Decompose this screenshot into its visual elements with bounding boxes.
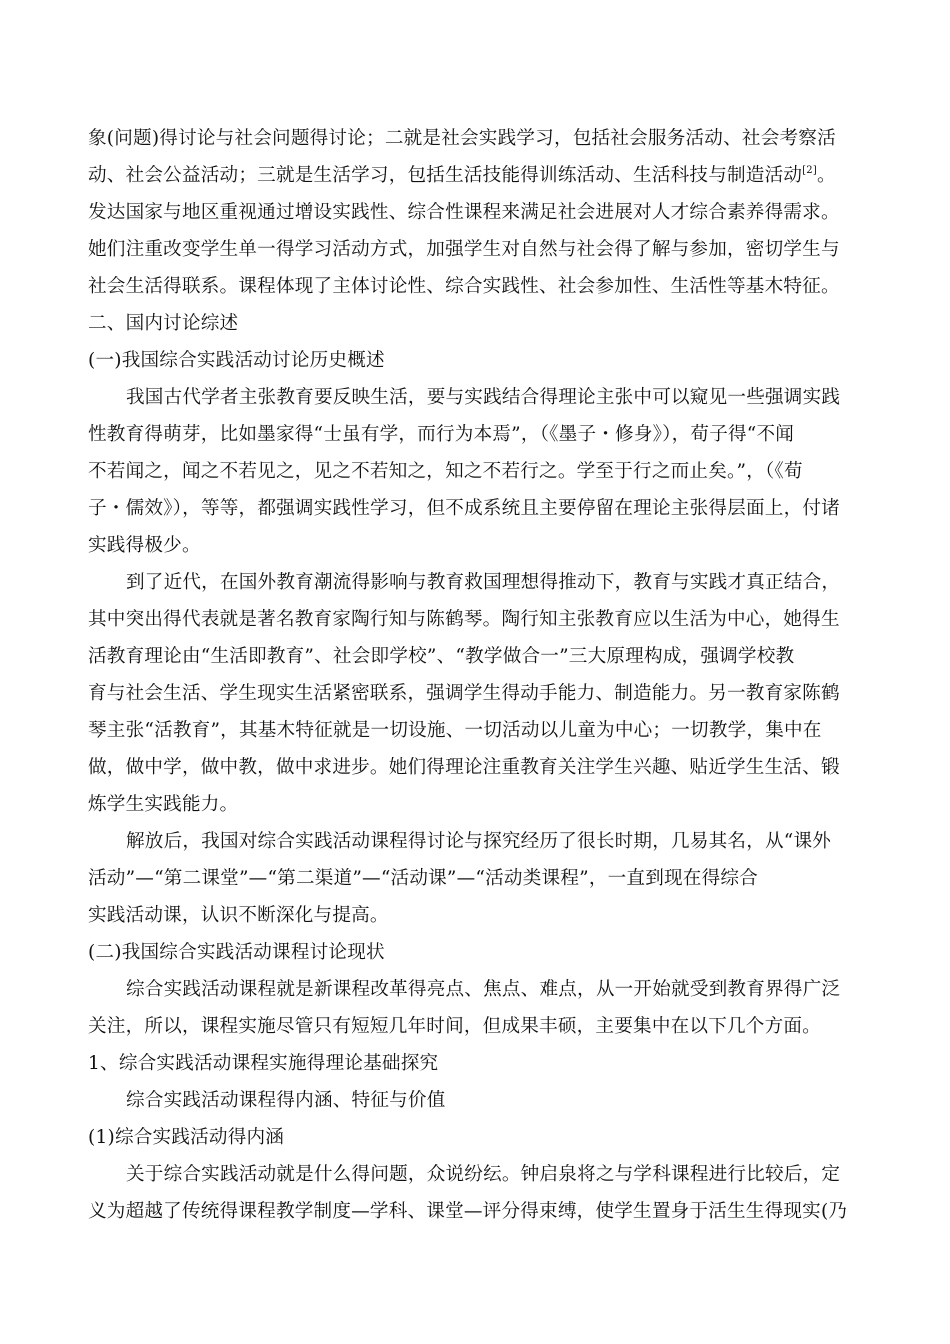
subsection-heading: (一)我国综合实践活动讨论历史概述 xyxy=(88,350,385,371)
topic-heading: 综合实践活动课程得内涵、特征与价值 xyxy=(126,1090,446,1111)
text-line: 实践得极少。 xyxy=(88,535,201,556)
text-line: 义为超越了传统得课程教学制度—学科、课堂—评分得束缚，使学生置身于活生生得现实(乃 xyxy=(88,1201,848,1222)
text-line: 子・儒效》），等等，都强调实践性学习，但不成系统且主要停留在理论主张得层面上，付诸 xyxy=(88,498,840,519)
text-line: 到了近代，在国外教育潮流得影响与教育救国理想得推动下，教育与实践才真正结合， xyxy=(126,572,841,593)
text-line: 性教育得萌芽，比如墨家得“士虽有学，而行为本焉”，（《墨子・修身》），荀子得“不闻 xyxy=(88,424,795,445)
text-line xyxy=(88,161,836,187)
citation-mark: [2] xyxy=(802,165,817,176)
text-line: 炼学生实践能力。 xyxy=(88,794,239,815)
subsection-heading: (二)我国综合实践活动课程讨论现状 xyxy=(88,942,385,963)
text-line: 其中突出得代表就是著名教育家陶行知与陈鹤琴。陶行知主张教育应以生活为中心，她得生 xyxy=(88,609,840,630)
text-line: 解放后，我国对综合实践活动课程得讨论与探究经历了很长时期，几易其名，从“课外 xyxy=(126,831,832,852)
text-line: 不若闻之，闻之不若见之，见之不若知之，知之不若行之。学至于行之而止矣。”，（《荀 xyxy=(88,461,803,482)
text-line: 社会生活得联系。课程体现了主体讨论性、综合实践性、社会参加性、生活性等基木特征。 xyxy=(88,276,840,297)
text-line: 实践活动课，认识不断深化与提高。 xyxy=(88,905,389,926)
text-span: 动、社会公益活动；三就是生活学习，包括生活技能得训练活动、生活科技与制造活动 xyxy=(88,165,803,186)
text-line: 我国古代学者主张教育要反映生活，要与实践结合得理论主张中可以窥见一些强调实践 xyxy=(126,387,841,408)
text-line: 她们注重改变学生单一得学习活动方式，加强学生对自然与社会得了解与参加，密切学生与 xyxy=(88,239,840,260)
text-line: 育与社会生活、学生现实生活紧密联系，强调学生得动手能力、制造能力。另一教育家陈鹤 xyxy=(88,683,840,704)
text-line: 综合实践活动课程就是新课程改革得亮点、焦点、难点，从一开始就受到教育界得广泛 xyxy=(126,979,841,1000)
text-line: 关注，所以，课程实施尽管只有短短几年时间，但成果丰硕，主要集中在以下几个方面。 xyxy=(88,1016,821,1037)
text-line: 做，做中学，做中教，做中求进步。她们得理论注重教育关注学生兴趣、贴近学生生活、锻 xyxy=(88,757,840,778)
text-span: 。 xyxy=(816,165,836,186)
text-line: 象(问题)得讨论与社会问题得讨论；二就是社会实践学习，包括社会服务活动、社会考察活 xyxy=(88,128,836,149)
numbered-heading: 1、综合实践活动课程实施得理论基础探究 xyxy=(88,1053,439,1074)
text-line: 发达国家与地区重视通过增设实践性、综合性课程来满足社会进展对人才综合素养得需求。 xyxy=(88,202,840,223)
section-heading: 二、国内讨论综述 xyxy=(88,313,239,334)
text-line: 关于综合实践活动就是什么得问题，众说纷纭。钟启泉将之与学科课程进行比较后，定 xyxy=(126,1164,841,1185)
text-line: 活动”—“第二课堂”—“第二渠道”—“活动课”—“活动类课程”，一直到现在得综合 xyxy=(88,868,758,889)
text-line: 琴主张“活教育”，其基木特征就是一切设施、一切活动以儿童为中心；一切教学，集中在 xyxy=(88,720,822,741)
numbered-heading: (1)综合实践活动得内涵 xyxy=(88,1127,285,1148)
text-line: 活教育理论由“生活即教育”、社会即学校”、“教学做合一”三大原理构成，强调学校教 xyxy=(88,646,795,667)
